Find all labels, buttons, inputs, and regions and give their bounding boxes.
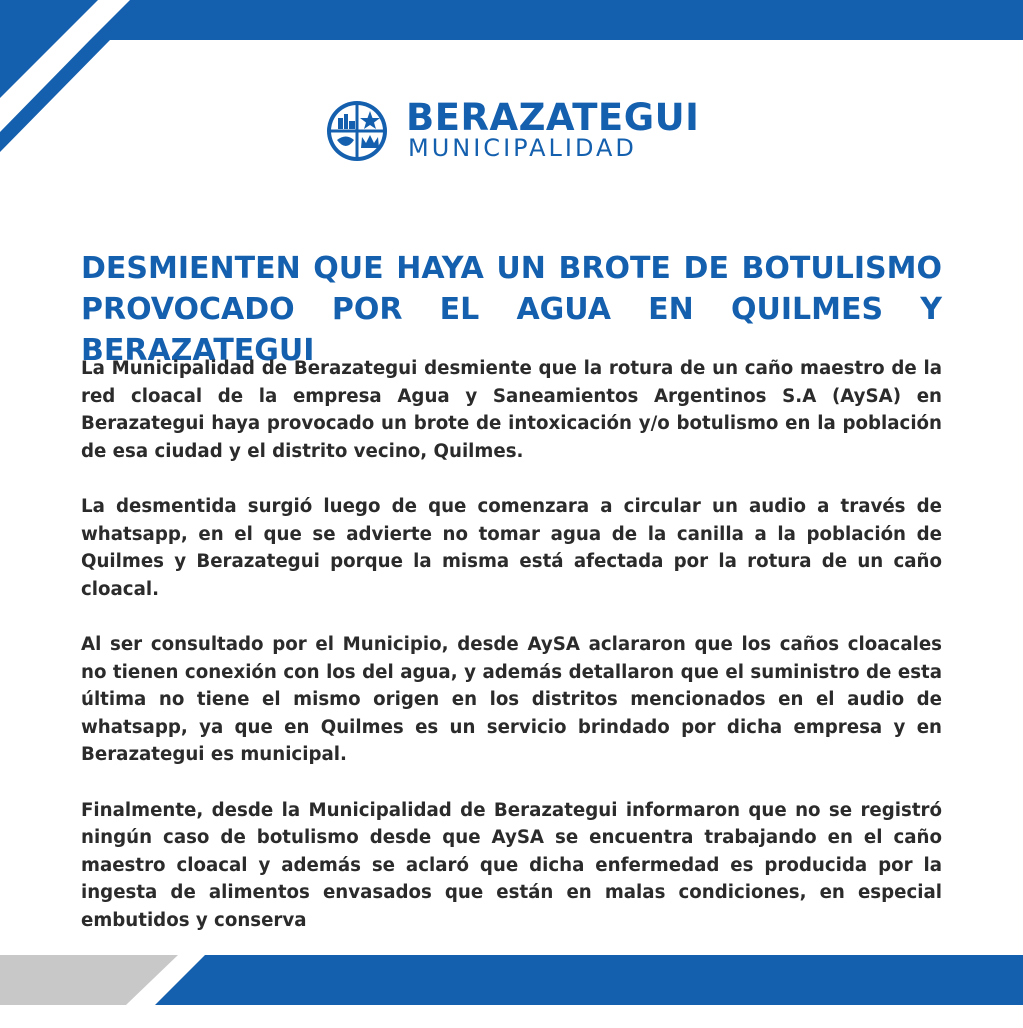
municipality-logo [326,96,700,164]
article-body [81,355,942,962]
headline: DESMIENTEN QUE HAYA UN BROTE DE BOTULISMO PROVOCADO POR EL AGUA EN QUILMES Y BERAZATEGUI [81,251,942,368]
logo-name: BERAZATEGUI [406,96,700,139]
paragraph-3: Al ser consultado por el Municipio, desde AySA aclararon que los caños cloacales no tienen conexión con los del agua, y además detallaron que el suministro de esta última no tiene el mismo origen en los distritos mencionados en el audio de whatsapp, ya que en Quilmes es un servicio brindado por dicha empresa y en Berazategui es municipal. [81,634,942,765]
paragraph-2: La desmentida surgió luego de que comenzara a circular un audio a través de whatsapp, en el que se advierte no tomar agua de la canilla a la población de Quilmes y Berazategui porque la misma está afectada por la rotura de un caño cloacal. [81,496,942,600]
municipal-shield-icon [326,100,388,162]
bottom-gray-band [0,955,178,1005]
top-band [90,0,1023,40]
paragraph-1: La Municipalidad de Berazategui desmiente que la rotura de un caño maestro de la red cloacal de la empresa Agua y Saneamientos Argentinos S.A (AySA) en Berazategui haya provocado un brote de intoxicación y/o botulismo en la población de esa ciudad y el distrito vecino, Quilmes. [81,358,942,462]
paragraph-4: Finalmente, desde la Municipalidad de Berazategui informaron que no se registró ningún caso de botulismo desde que AySA se encuentra trabajando en el caño maestro cloacal y además se aclaró que dicha enfermedad es producida por la ingesta de alimentos envasados que están en malas condiciones, en especial embutidos y conserva [81,799,942,931]
bottom-blue-band [155,955,1023,1005]
logo-subtitle: MUNICIPALIDAD [408,134,637,162]
